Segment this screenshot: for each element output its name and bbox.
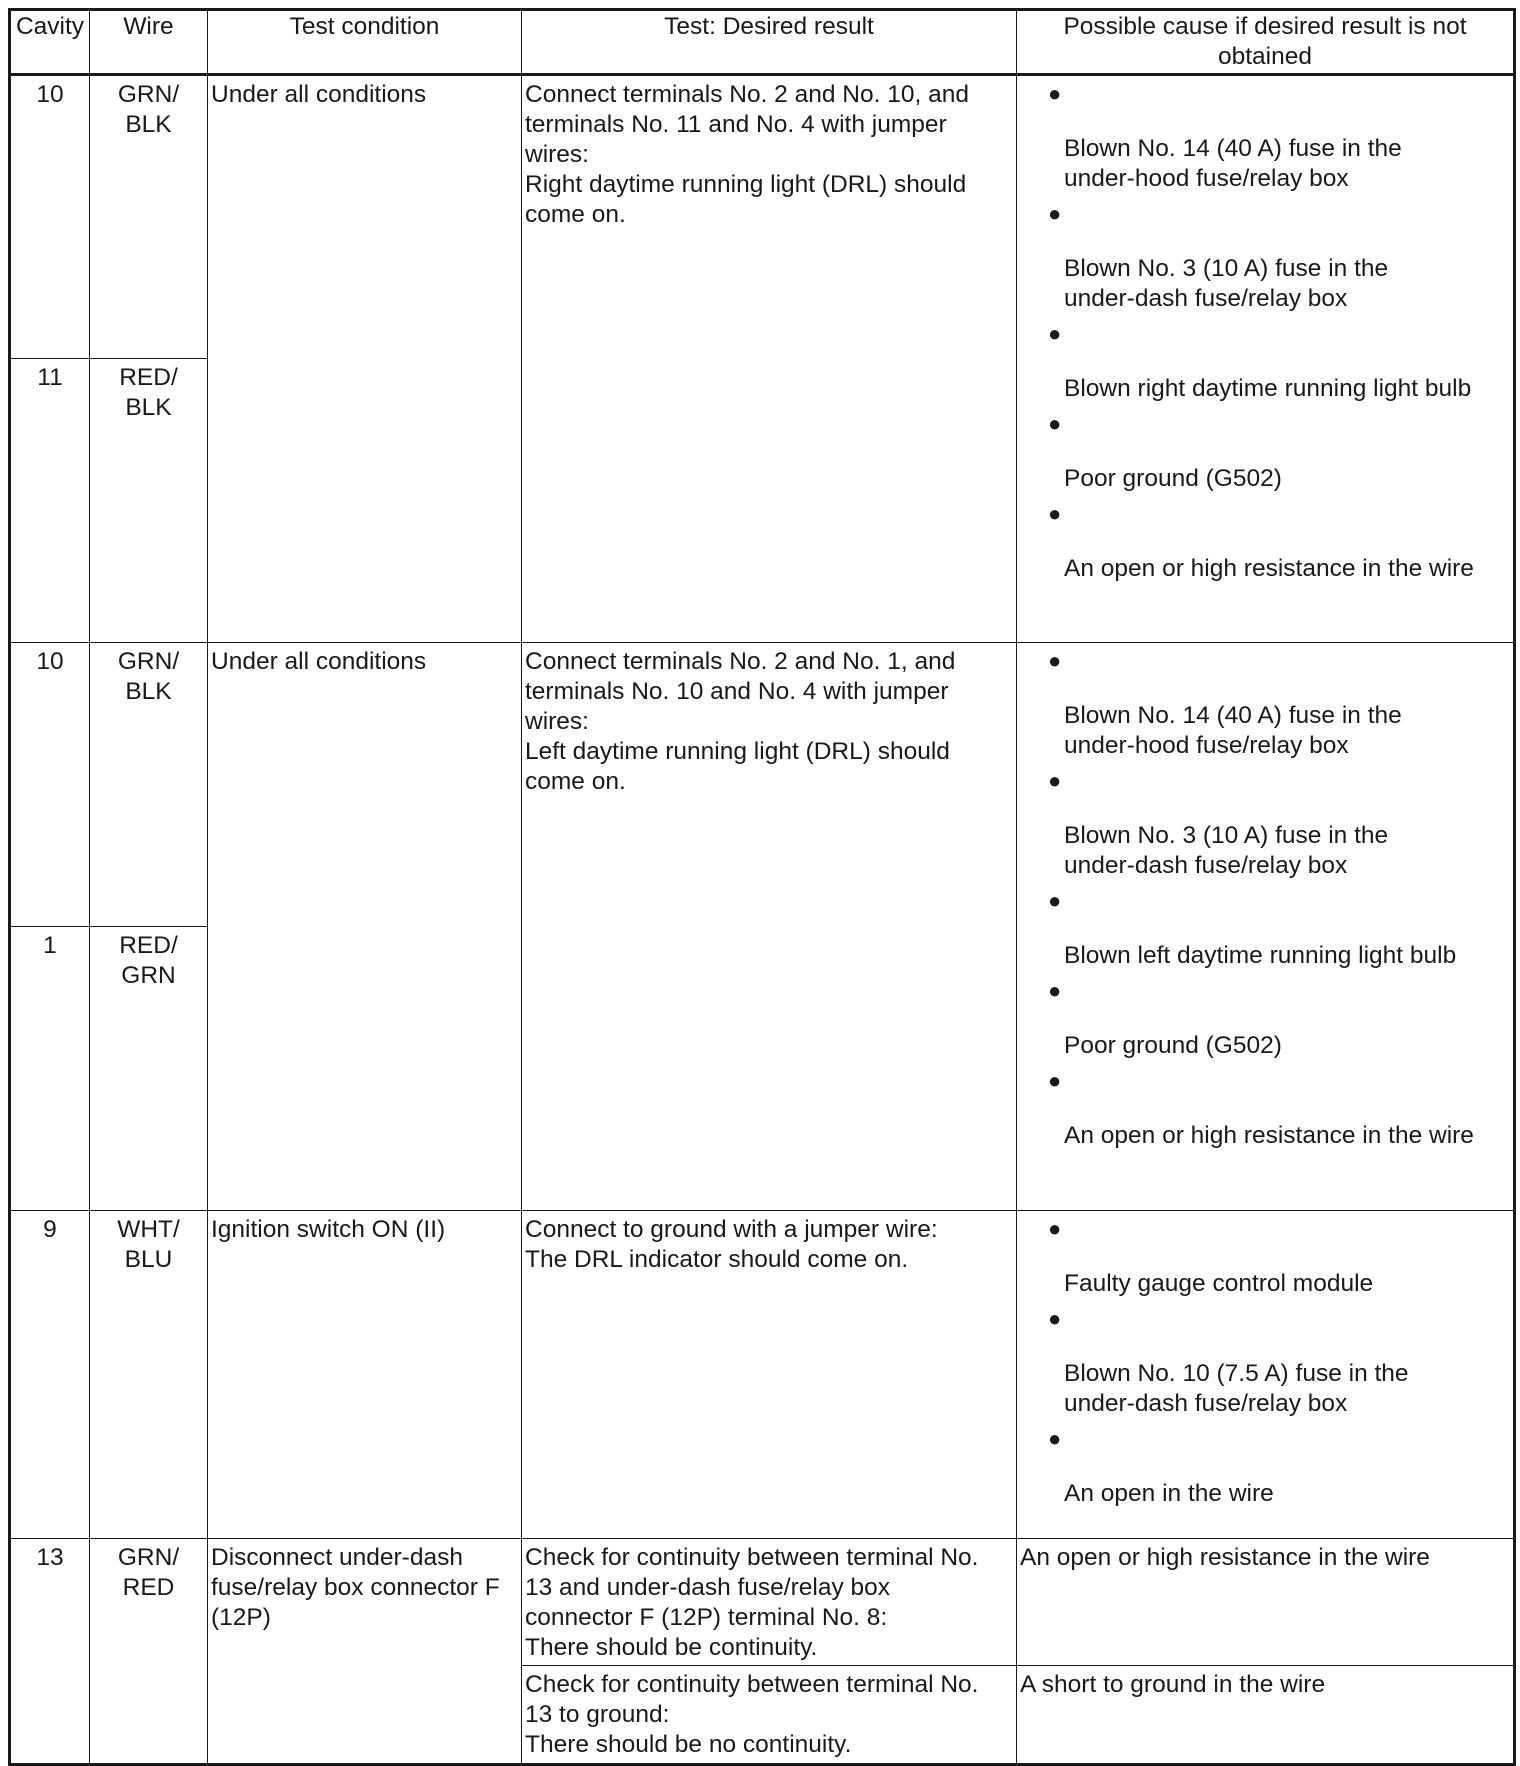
list-item: ● Blown No. 3 (10 A) fuse in the under-dash fuse/relay box bbox=[1020, 202, 1510, 314]
test-condition-cell: Ignition switch ON (II) bbox=[208, 1211, 522, 1539]
table-row bbox=[10, 1211, 1515, 1539]
header-wire: Wire bbox=[90, 10, 208, 75]
cavity-cell: 9 bbox=[10, 1211, 90, 1539]
list-item: ● Blown No. 14 (40 A) fuse in the under-hood fuse/relay box bbox=[1020, 82, 1510, 194]
cavity-cell: 10 bbox=[10, 643, 90, 927]
bullet-icon: ● bbox=[1048, 321, 1062, 346]
list-item: ● Blown No. 14 (40 A) fuse in the under-hood fuse/relay box bbox=[1020, 649, 1510, 761]
list-item: ● Poor ground (G502) bbox=[1020, 412, 1510, 494]
bullet-icon: ● bbox=[1048, 1068, 1062, 1093]
desired-result-cell: Connect terminals No. 2 and No. 1, and terminals No. 10 and No. 4 with jumper wires: Left daytime running light (DRL) should come on. bbox=[522, 643, 1017, 1211]
header-row bbox=[10, 10, 1515, 75]
connector-test-table bbox=[8, 8, 1516, 1766]
wire-cell: RED/ BLK bbox=[90, 359, 208, 643]
desired-result-cell: Connect to ground with a jumper wire: The DRL indicator should come on. bbox=[522, 1211, 1017, 1539]
wire-cell: WHT/ BLU bbox=[90, 1211, 208, 1539]
list-item: ● Poor ground (G502) bbox=[1020, 979, 1510, 1061]
cavity-cell: 1 bbox=[10, 927, 90, 1211]
wire-cell: GRN/ BLK bbox=[90, 643, 208, 927]
desired-result-cell: Connect terminals No. 2 and No. 10, and terminals No. 11 and No. 4 with jumper wires: Right daytime running light (DRL) should come on. bbox=[522, 75, 1017, 643]
bullet-icon: ● bbox=[1048, 1426, 1062, 1451]
possible-cause-cell bbox=[1017, 643, 1515, 1211]
header-possible-cause: Possible cause if desired result is not obtained bbox=[1017, 10, 1515, 75]
desired-result-cell: Check for continuity between terminal No. 13 and under-dash fuse/relay box connector F (12P) terminal No. 8: There should be continuity. bbox=[522, 1539, 1017, 1666]
test-condition-cell: Disconnect under-dash fuse/relay box connector F (12P) bbox=[208, 1539, 522, 1765]
bullet-icon: ● bbox=[1048, 888, 1062, 913]
bullet-icon: ● bbox=[1048, 1216, 1062, 1241]
header-test-condition: Test condition bbox=[208, 10, 522, 75]
header-desired-result: Test: Desired result bbox=[522, 10, 1017, 75]
bullet-icon: ● bbox=[1048, 1306, 1062, 1331]
table-row bbox=[10, 75, 1515, 359]
bullet-icon: ● bbox=[1048, 81, 1062, 106]
list-item: ● Blown No. 3 (10 A) fuse in the under-dash fuse/relay box bbox=[1020, 769, 1510, 881]
bullet-icon: ● bbox=[1048, 648, 1062, 673]
list-item: ● Faulty gauge control module bbox=[1020, 1217, 1510, 1299]
table-row bbox=[10, 1539, 1515, 1666]
list-item: ● An open in the wire bbox=[1020, 1427, 1510, 1509]
possible-cause-cell bbox=[1017, 75, 1515, 643]
bullet-icon: ● bbox=[1048, 768, 1062, 793]
cavity-cell: 13 bbox=[10, 1539, 90, 1765]
header-cavity: Cavity bbox=[10, 10, 90, 75]
list-item: ● Blown right daytime running light bulb bbox=[1020, 322, 1510, 404]
possible-cause-cell: An open or high resistance in the wire bbox=[1017, 1539, 1515, 1666]
possible-cause-cell: A short to ground in the wire bbox=[1017, 1666, 1515, 1765]
test-condition-cell: Under all conditions bbox=[208, 75, 522, 643]
cavity-cell: 10 bbox=[10, 75, 90, 359]
list-item: ● An open or high resistance in the wire bbox=[1020, 1069, 1510, 1151]
list-item: ● An open or high resistance in the wire bbox=[1020, 502, 1510, 584]
desired-result-cell: Check for continuity between terminal No. 13 to ground: There should be no continuity. bbox=[522, 1666, 1017, 1765]
wire-cell: GRN/ RED bbox=[90, 1539, 208, 1765]
test-condition-cell: Under all conditions bbox=[208, 643, 522, 1211]
table-row bbox=[10, 643, 1515, 927]
bullet-icon: ● bbox=[1048, 201, 1062, 226]
bullet-icon: ● bbox=[1048, 411, 1062, 436]
possible-cause-cell bbox=[1017, 1211, 1515, 1539]
list-item: ● Blown No. 10 (7.5 A) fuse in the under-dash fuse/relay box bbox=[1020, 1307, 1510, 1419]
wire-cell: RED/ GRN bbox=[90, 927, 208, 1211]
bullet-icon: ● bbox=[1048, 501, 1062, 526]
bullet-icon: ● bbox=[1048, 978, 1062, 1003]
wire-cell: GRN/ BLK bbox=[90, 75, 208, 359]
list-item: ● Blown left daytime running light bulb bbox=[1020, 889, 1510, 971]
cavity-cell: 11 bbox=[10, 359, 90, 643]
